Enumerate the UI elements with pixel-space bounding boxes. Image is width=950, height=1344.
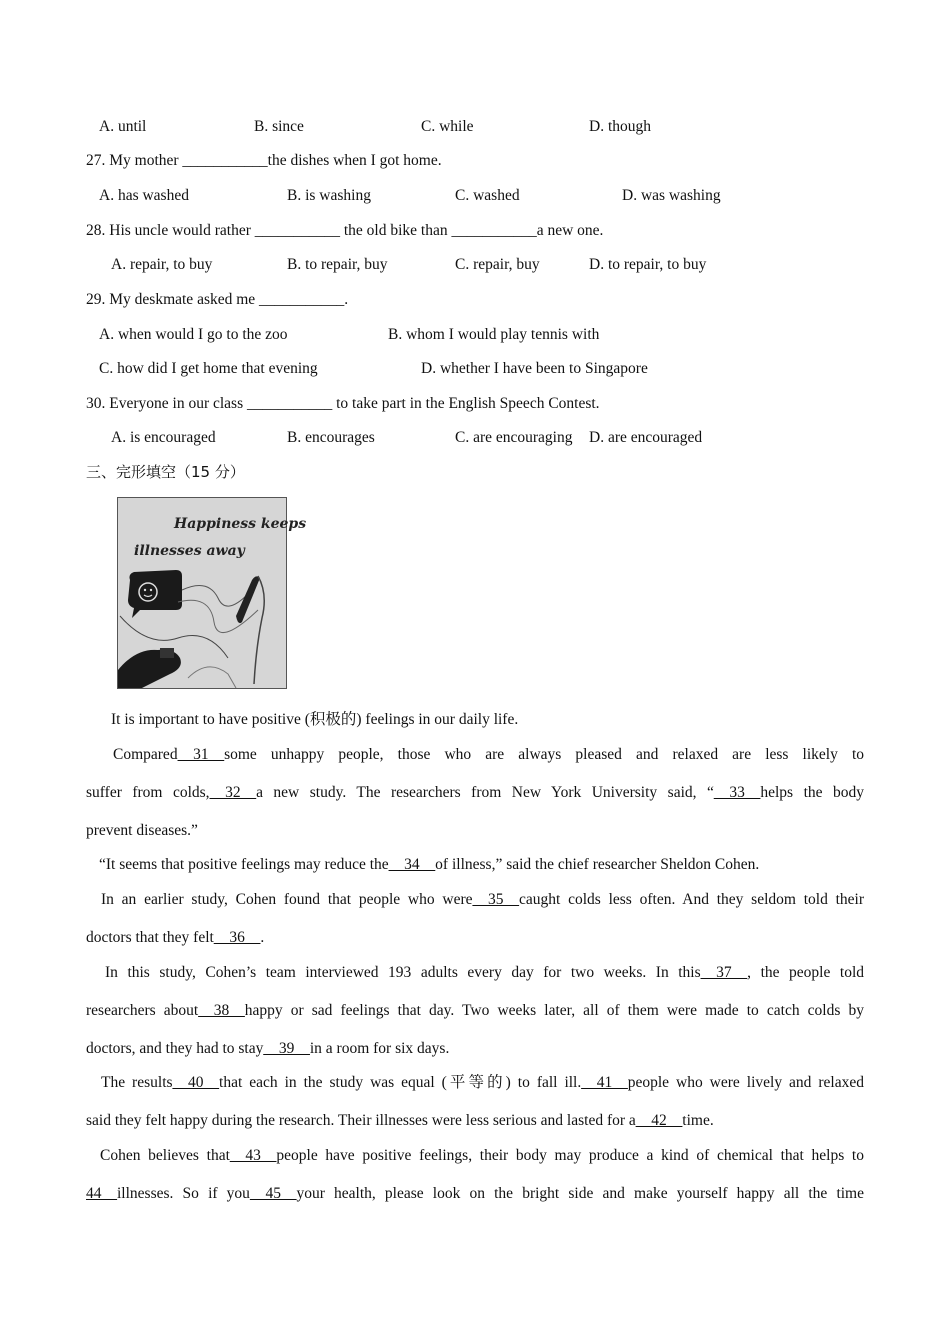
q28-stem: 28. His uncle would rather ___________ the old bike than ___________a new one. xyxy=(86,222,604,239)
q30-option-d: D. are encouraged xyxy=(589,429,703,446)
blank-37: __37__ xyxy=(700,964,748,981)
blank-39: __39__ xyxy=(263,1040,310,1057)
q30-stem: 30. Everyone in our class ___________ to take part in the English Speech Contest. xyxy=(86,395,600,412)
blank-36: __36__ xyxy=(213,929,261,946)
blank-43: __43__ xyxy=(229,1147,277,1164)
passage-p2: “It seems that positive feelings may reduce the__34__of illness,” said the chief researcher Sheldon Cohen. xyxy=(99,856,760,873)
blank-33: __33__ xyxy=(713,784,761,801)
q28-option-c: C. repair, buy xyxy=(455,256,540,273)
passage-p3-line1: In an earlier study, Cohen found that people who were__35__caught colds less often. And they seldom told their xyxy=(101,891,864,908)
q26-option-c: C. while xyxy=(421,118,474,135)
q30-option-a: A. is encouraged xyxy=(111,429,216,446)
blank-31: __31__ xyxy=(177,746,225,763)
passage-p4-line3: doctors, and they had to stay__39__in a room for six days. xyxy=(86,1040,450,1057)
q27-option-c: C. washed xyxy=(455,187,520,204)
passage-p5-line2: said they felt happy during the research. Their illnesses were less serious and lasted for a__42__time. xyxy=(86,1112,714,1129)
blank-42: __42__ xyxy=(635,1112,683,1129)
q26-option-a: A. until xyxy=(99,118,147,135)
passage-p5-line1: The results__40__that each in the study was equal (平等的) to fall ill.__41__people who were lively and relaxed xyxy=(101,1074,864,1091)
q26-option-d: D. though xyxy=(589,118,651,135)
q30-option-c: C. are encouraging xyxy=(455,429,573,446)
passage-p3-line2: doctors that they felt__36__. xyxy=(86,929,265,946)
q28-option-b: B. to repair, buy xyxy=(287,256,388,273)
passage-p1-line3: prevent diseases.” xyxy=(86,822,198,839)
illustration-caption-line1: Happiness keeps xyxy=(174,516,307,532)
q28-option-a: A. repair, to buy xyxy=(111,256,213,273)
q29-option-b: B. whom I would play tennis with xyxy=(388,326,600,343)
q29-option-d: D. whether I have been to Singapore xyxy=(421,360,648,377)
blank-32: __32__ xyxy=(209,784,257,801)
passage-p6-line2: 44__illnesses. So if you__45__your health, please look on the bright side and make yourself happy all the time xyxy=(86,1185,864,1202)
happiness-illustration xyxy=(117,497,307,689)
blank-35: __35__ xyxy=(472,891,520,908)
q30-option-b: B. encourages xyxy=(287,429,375,446)
q27-option-b: B. is washing xyxy=(287,187,371,204)
q27-option-a: A. has washed xyxy=(99,187,189,204)
blank-45: __45__ xyxy=(249,1185,297,1202)
illustration-caption-line2: illnesses away xyxy=(134,543,245,559)
blank-38: __38__ xyxy=(198,1002,245,1019)
blank-41: __41__ xyxy=(581,1074,628,1091)
passage-p1-line2: suffer from colds,__32__a new study. The researchers from New York University said, “__33__helps the body xyxy=(86,784,864,801)
section-3-title: 三、完形填空（15 分） xyxy=(86,463,245,481)
q29-stem: 29. My deskmate asked me ___________. xyxy=(86,291,349,308)
q26-option-b: B. since xyxy=(254,118,304,135)
q29-option-a: A. when would I go to the zoo xyxy=(99,326,288,343)
q28-option-d: D. to repair, to buy xyxy=(589,256,707,273)
q27-stem: 27. My mother ___________the dishes when I got home. xyxy=(86,152,442,169)
passage-p4-line1: In this study, Cohen’s team interviewed 193 adults every day for two weeks. In this__37__, the people told xyxy=(105,964,864,981)
passage-intro: It is important to have positive (积极的) feelings in our daily life. xyxy=(111,711,519,728)
passage-p1-line1: Compared__31__some unhappy people, those who are always pleased and relaxed are less likely to xyxy=(113,746,864,763)
passage-p4-line2: researchers about__38__happy or sad feelings that day. Two weeks later, all of them were made to catch colds by xyxy=(86,1002,864,1019)
q27-option-d: D. was washing xyxy=(622,187,721,204)
blank-34: __34__ xyxy=(388,856,436,873)
q29-option-c: C. how did I get home that evening xyxy=(99,360,318,377)
passage-p6-line1: Cohen believes that__43__people have positive feelings, their body may produce a kind of chemical that helps to xyxy=(100,1147,864,1164)
blank-44: 44__ xyxy=(86,1185,117,1202)
blank-40: __40__ xyxy=(172,1074,220,1091)
